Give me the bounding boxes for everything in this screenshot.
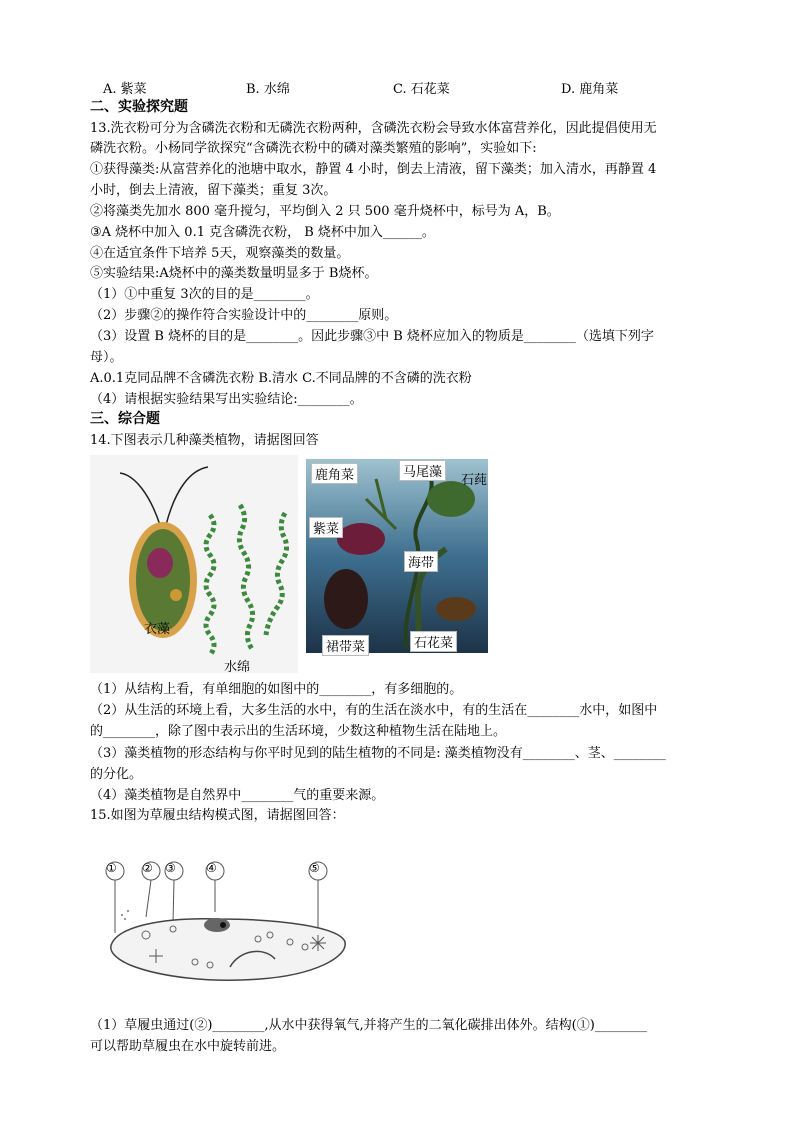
q14-line: （1）从结构上看，有单细胞的如图中的________，有多细胞的。: [90, 682, 463, 697]
q13-line: ⑤实验结果:A烧杯中的藻类数量明显多于 B烧杯。: [90, 266, 378, 281]
marker-5: ⑤: [309, 861, 320, 875]
marine-algae-illustration: [306, 459, 488, 653]
marker-1: ①: [106, 861, 117, 875]
q13-line: 母）。: [90, 350, 123, 365]
q14-line: （2）从生活的环境上看，大多生活的水中，有的生活在淡水中，有的生活在________水中，如图中: [90, 703, 658, 718]
label-shuimian: 水绵: [224, 660, 251, 675]
q13-line: （1）①中重复 3次的目的是________。: [90, 287, 319, 302]
q14-title: 14.下图表示几种藻类植物，请据图回答: [90, 433, 319, 448]
q13-line: ①获得藻类:从富营养化的池塘中取水，静置 4 小时，倒去上清液，留下藻类；加入清水，再静置 4: [90, 162, 657, 177]
q15-title: 15.如图为草履虫结构模式图，请据图回答：: [90, 808, 345, 823]
chlamydomonas-spirogyra-illustration: [90, 455, 298, 673]
q13-line: ②将藻类先加水 800 毫升搅匀，平均倒入 2 只 500 毫升烧杯中，标号为 A，B。: [90, 204, 560, 219]
label-qundaicai: 裙带菜: [322, 635, 369, 656]
label-lujiaocai: 鹿角菜: [311, 463, 358, 484]
section-2-title: 二、实验探究题: [90, 99, 188, 115]
q14-line: （3）藻类植物的形态结构与你平时见到的陆生植物的不同是: 藻类植物没有________、茎、________: [90, 746, 666, 761]
q13-line: 磷洗衣粉。小杨同学欲探究“含磷洗衣粉中的磷对藻类繁殖的影响”，实验如下:: [90, 141, 537, 156]
option-d: D. 鹿角菜: [561, 82, 619, 97]
q13-line: ③A 烧杯中加入 0.1 克含磷洗衣粉， B 烧杯中加入______。: [90, 225, 435, 240]
option-b: B. 水绵: [246, 82, 290, 97]
q13-line: A.0.1克同品牌不含磷洗衣粉 B.清水 C.不同品牌的不含磷的洗衣粉: [90, 371, 472, 386]
q13-line: （2）步骤②的操作符合实验设计中的________原则。: [90, 308, 398, 323]
algae-figure-right: [306, 459, 488, 653]
q13-line: ④在适宜条件下培养 5天，观察藻类的数量。: [90, 246, 350, 261]
marker-3: ③: [165, 861, 176, 875]
label-haidai: 海带: [404, 551, 438, 572]
marker-4: ④: [206, 861, 217, 875]
q14-line: 的________，除了图中表示出的生活环境，少数这种植物生活在陆地上。: [90, 724, 507, 739]
paramecium-illustration: [100, 857, 350, 992]
q15-line: （1）草履虫通过(②)________,从水中获得氧气,并将产生的二氧化碳排出体外。结构(①)________: [90, 1018, 647, 1033]
q15-line: 可以帮助草履虫在水中旋转前进。: [90, 1039, 286, 1054]
label-maweizao: 马尾藻: [399, 460, 446, 481]
q13-line: 小时，倒去上清液，留下藻类；重复 3次。: [90, 183, 337, 198]
label-shichun: 石莼: [461, 473, 488, 488]
marker-2: ②: [142, 861, 153, 875]
label-yizao: 衣藻: [144, 622, 171, 637]
option-a: A. 紫菜: [103, 82, 147, 97]
paramecium-figure: [100, 857, 350, 992]
q13-line: （3）设置 B 烧杯的目的是________。因此步骤③中 B 烧杯应加入的物质是________（选填下列字: [90, 329, 654, 344]
section-3-title: 三、综合题: [90, 411, 160, 427]
q13-line: （4）请根据实验结果写出实验结论:________。: [90, 392, 363, 407]
q14-line: （4）藻类植物是自然界中________气的重要来源。: [90, 788, 385, 803]
q13-line: 13.洗衣粉可分为含磷洗衣粉和无磷洗衣粉两种，含磷洗衣粉会导致水体富营养化，因此提倡使用无: [90, 121, 657, 136]
option-c: C. 石花菜: [393, 82, 450, 97]
algae-figure-left: [90, 455, 298, 673]
label-zicai: 紫菜: [309, 517, 343, 538]
label-shihuacai: 石花菜: [410, 631, 457, 652]
q14-line: 的分化。: [90, 767, 143, 782]
